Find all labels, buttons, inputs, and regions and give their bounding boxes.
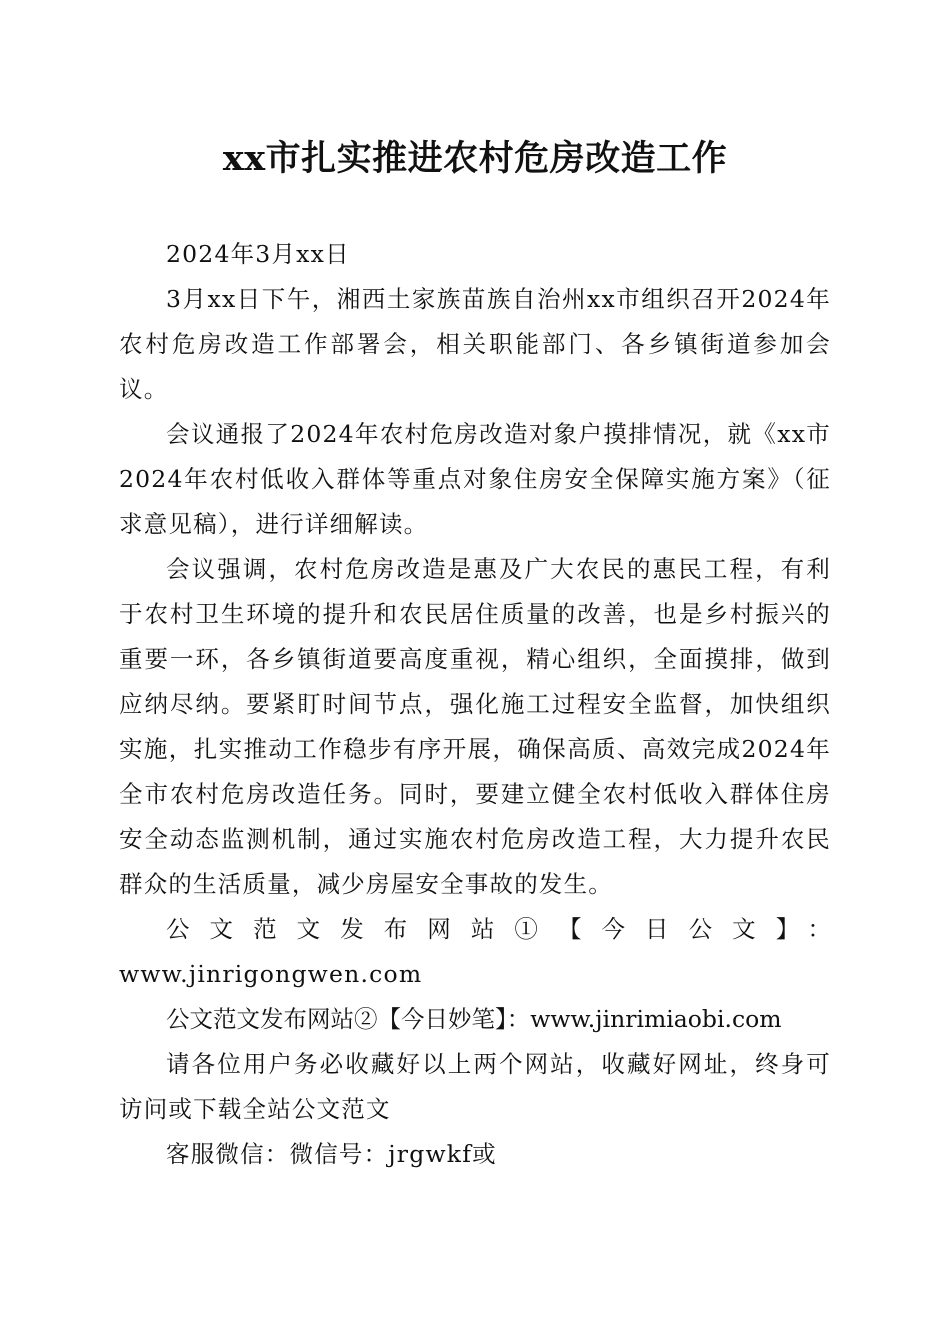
notice-paragraph: 请各位用户务必收藏好以上两个网站，收藏好网址，终身可访问或下载全站公文范文 (119, 1050, 831, 1123)
paragraph-meeting-intro: 3月xx日下午，湘西土家族苗族自治州xx市组织召开2024年农村危房改造工作部署会，相关职能部门、各乡镇街道参加会议。 (119, 285, 831, 403)
document-body (119, 232, 831, 1177)
site1-url: www.jinrigongwen.com (119, 960, 423, 988)
site1-label: 公文范文发布网站①【今日公文】： (166, 915, 831, 943)
service-contact: 客服微信：微信号：jrgwkf或 (166, 1140, 497, 1168)
paragraph-meeting-report: 会议通报了2024年农村危房改造对象户摸排情况，就《xx市2024年农村低收入群体等重点对象住房安全保障实施方案》（征求意见稿），进行详细解读。 (119, 420, 831, 538)
document-date: 2024年3月xx日 (166, 240, 350, 268)
paragraph-meeting-emphasis: 会议强调，农村危房改造是惠及广大农民的惠民工程，有利于农村卫生环境的提升和农民居住质量的改善，也是乡村振兴的重要一环，各乡镇街道要高度重视，精心组织，全面摸排，做到应纳尽纳。要紧盯时间节点，强化施工过程安全监督，加快组织实施，扎实推动工作稳步有序开展，确保高质、高效完成2024年全市农村危房改造任务。同时，要建立健全农村低收入群体住房安全动态监测机制，通过实施农村危房改造工程，大力提升农民群众的生活质量，减少房屋安全事故的发生。 (119, 555, 831, 898)
document-title: xx市扎实推进农村危房改造工作 (222, 138, 728, 179)
site2-line: 公文范文发布网站②【今日妙笔】：www.jinrimiaobi.com (166, 1005, 782, 1033)
